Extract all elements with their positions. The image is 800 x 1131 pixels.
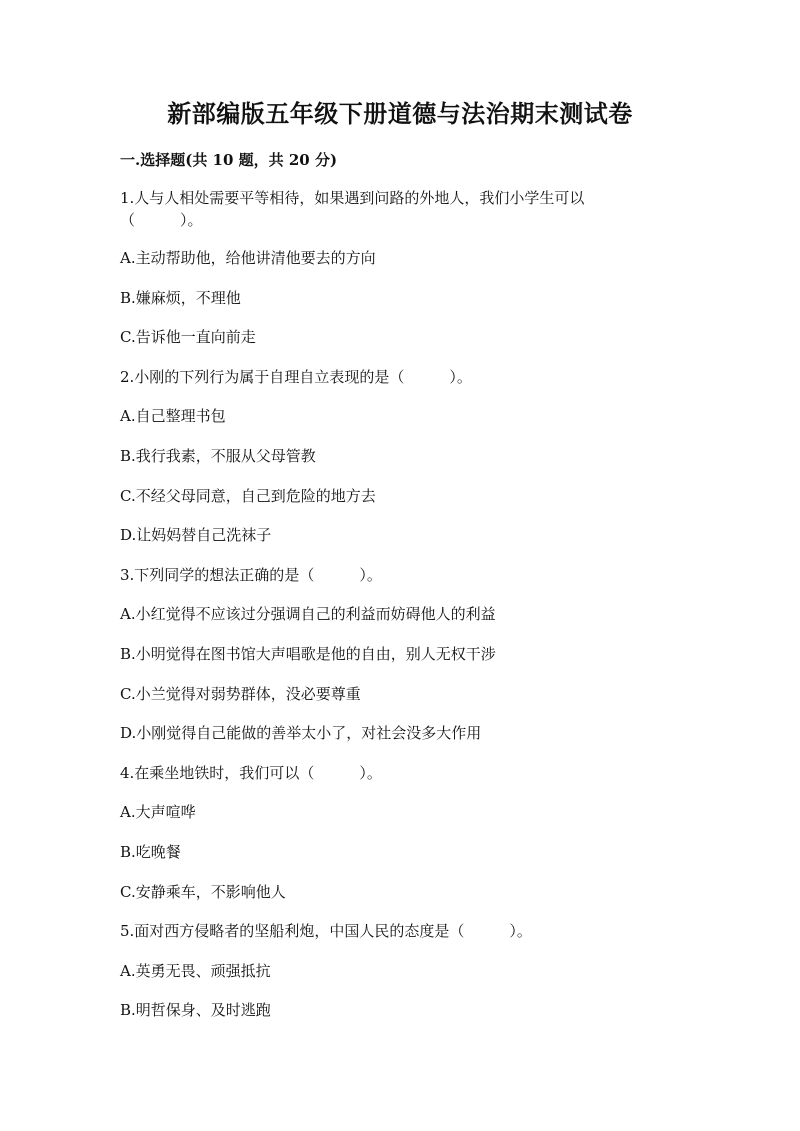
question-3-option-c: C.小兰觉得对弱势群体，没必要尊重 bbox=[120, 685, 361, 703]
question-1-option-a: A.主动帮助他，给他讲清他要去的方向 bbox=[120, 249, 376, 267]
question-1-stem-line1: 1.人与人相处需要平等相待，如果遇到问路的外地人，我们小学生可以 bbox=[120, 189, 585, 207]
question-5-option-b: B.明哲保身、及时逃跑 bbox=[120, 1001, 271, 1019]
question-4-option-b: B.吃晚餐 bbox=[120, 843, 181, 861]
question-3-option-b: B.小明觉得在图书馆大声唱歌是他的自由，别人无权干涉 bbox=[120, 645, 496, 663]
question-3-stem: 3.下列同学的想法正确的是（ ）。 bbox=[120, 566, 382, 584]
question-2-option-c: C.不经父母同意，自己到危险的地方去 bbox=[120, 487, 376, 505]
page-title: 新部编版五年级下册道德与法治期末测试卷 bbox=[167, 99, 633, 128]
question-4-option-a: A.大声喧哗 bbox=[120, 803, 196, 821]
question-2-option-d: D.让妈妈替自己洗袜子 bbox=[120, 526, 272, 544]
question-3-option-d: D.小刚觉得自己能做的善举太小了，对社会没多大作用 bbox=[120, 724, 482, 742]
question-1-stem-line2: （ ）。 bbox=[120, 211, 203, 229]
question-1-option-b: B.嫌麻烦，不理他 bbox=[120, 289, 241, 307]
section-heading: 一.选择题(共 10 题，共 20 分) bbox=[120, 151, 338, 169]
question-2-stem: 2.小刚的下列行为属于自理自立表现的是（ ）。 bbox=[120, 368, 472, 386]
question-4-option-c: C.安静乘车，不影响他人 bbox=[120, 883, 286, 901]
question-5-stem: 5.面对西方侵略者的坚船利炮，中国人民的态度是（ ）。 bbox=[120, 922, 532, 940]
question-2-option-b: B.我行我素，不服从父母管教 bbox=[120, 447, 316, 465]
question-5-option-a: A.英勇无畏、顽强抵抗 bbox=[120, 962, 271, 980]
question-1-option-c: C.告诉他一直向前走 bbox=[120, 328, 256, 346]
question-3-option-a: A.小红觉得不应该过分强调自己的利益而妨碍他人的利益 bbox=[120, 605, 496, 623]
question-4-stem: 4.在乘坐地铁时，我们可以（ ）。 bbox=[120, 764, 382, 782]
question-2-option-a: A.自己整理书包 bbox=[120, 407, 226, 425]
